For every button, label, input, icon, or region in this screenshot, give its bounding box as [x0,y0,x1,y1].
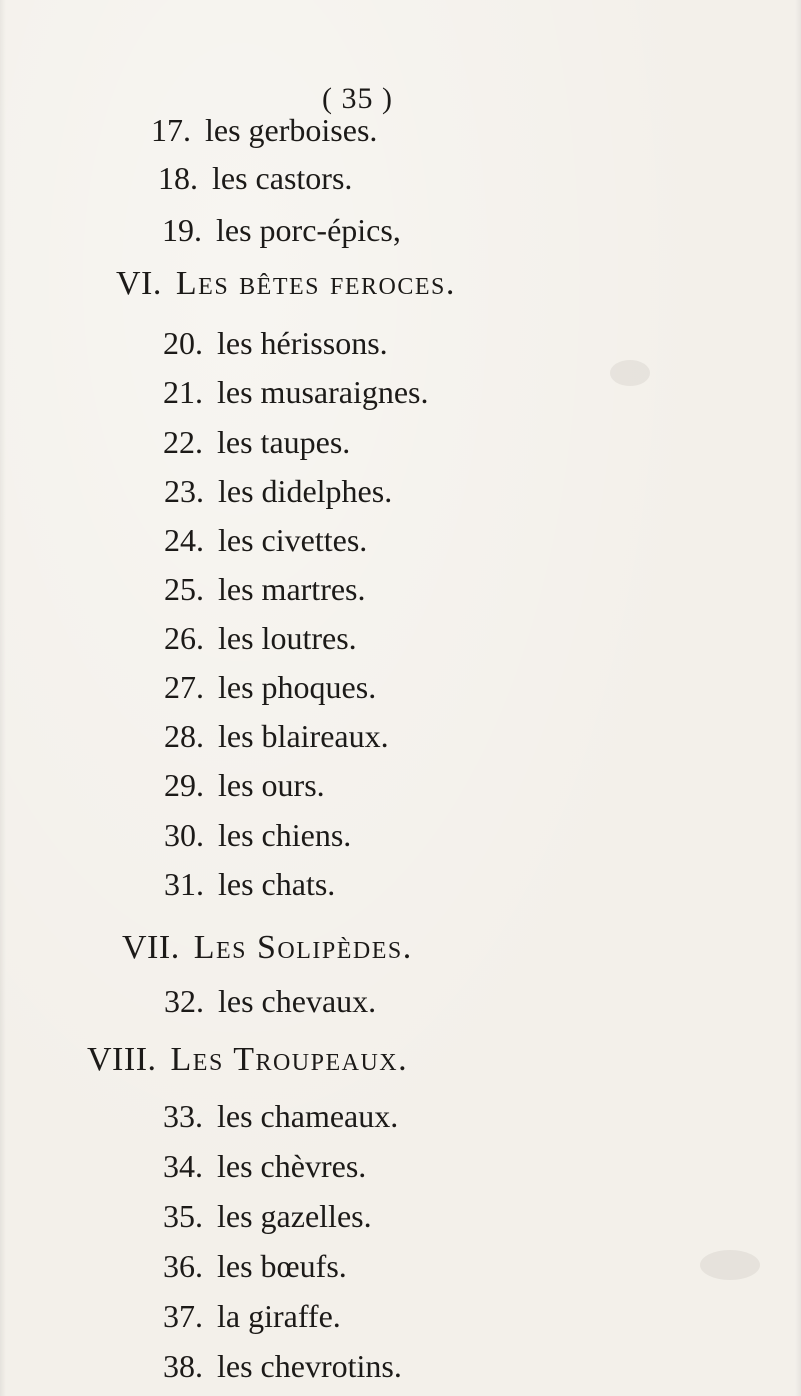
section-title: Les Solipèdes. [193,929,413,966]
item-text: les taupes. [217,424,351,460]
item-text: les chameaux. [217,1098,399,1134]
item-text: les chiens. [218,817,352,853]
item-number: 28. [164,718,204,754]
list-item [162,214,401,246]
page-number: ( 35 ) [322,82,393,115]
item-number: 24. [164,522,204,558]
item-text: les castors. [212,160,353,196]
list-item [164,985,376,1017]
item-text: les chevaux. [218,983,377,1019]
item-text: les chevrotins. [217,1348,402,1384]
list-item [163,1300,341,1332]
item-number: 31. [164,866,204,902]
item-text: les gerboises. [205,112,378,148]
paper-stain [610,360,650,386]
list-item [164,573,366,605]
list-item [163,1150,366,1182]
item-text: les chats. [218,866,336,902]
item-text: la giraffe. [217,1298,341,1334]
item-number: 20. [163,325,203,361]
list-item [151,114,377,146]
item-number: 36. [163,1248,203,1284]
list-item [163,376,429,408]
item-text: les hérissons. [217,325,388,361]
item-text: les phoques. [218,669,377,705]
list-item [164,720,389,752]
list-item [163,426,350,458]
item-text: les blaireaux. [218,718,389,754]
item-number: 27. [164,669,204,705]
item-text: les musaraignes. [217,374,429,410]
item-number: 17. [151,112,191,148]
item-number: 38. [163,1348,203,1384]
list-item [164,622,357,654]
section-heading [87,1043,408,1077]
item-text: les chèvres. [217,1148,367,1184]
item-text: les bœufs. [217,1248,347,1284]
list-item [164,475,392,507]
section-heading [122,931,413,965]
list-item [163,1100,398,1132]
list-item [164,868,335,900]
list-item [163,327,388,359]
item-number: 37. [163,1298,203,1334]
item-text: les loutres. [218,620,357,656]
list-item [163,1350,402,1382]
item-number: 18. [158,160,198,196]
item-text: les gazelles. [217,1198,372,1234]
item-number: 30. [164,817,204,853]
section-roman-numeral: VIII. [87,1041,157,1078]
list-item [164,524,367,556]
item-number: 32. [164,983,204,1019]
list-item [164,671,376,703]
list-item [163,1250,347,1282]
item-number: 23. [164,473,204,509]
section-roman-numeral: VI. [116,265,162,302]
section-title: Les Troupeaux. [170,1041,409,1078]
section-heading [116,267,456,301]
item-text: les didelphes. [218,473,393,509]
item-text: les civettes. [218,522,368,558]
item-number: 21. [163,374,203,410]
item-number: 34. [163,1148,203,1184]
item-number: 19. [162,212,202,248]
list-item [163,1200,372,1232]
item-number: 25. [164,571,204,607]
item-number: 33. [163,1098,203,1134]
list-item [164,769,325,801]
item-number: 35. [163,1198,203,1234]
item-text: les porc-épics, [216,212,401,248]
item-text: les ours. [218,767,325,803]
list-item [158,162,352,194]
section-title: Les bêtes feroces. [175,265,456,302]
item-text: les martres. [218,571,366,607]
item-number: 26. [164,620,204,656]
item-number: 22. [163,424,203,460]
paper-stain [700,1250,760,1280]
list-item [164,819,351,851]
section-roman-numeral: VII. [122,929,180,966]
item-number: 29. [164,767,204,803]
